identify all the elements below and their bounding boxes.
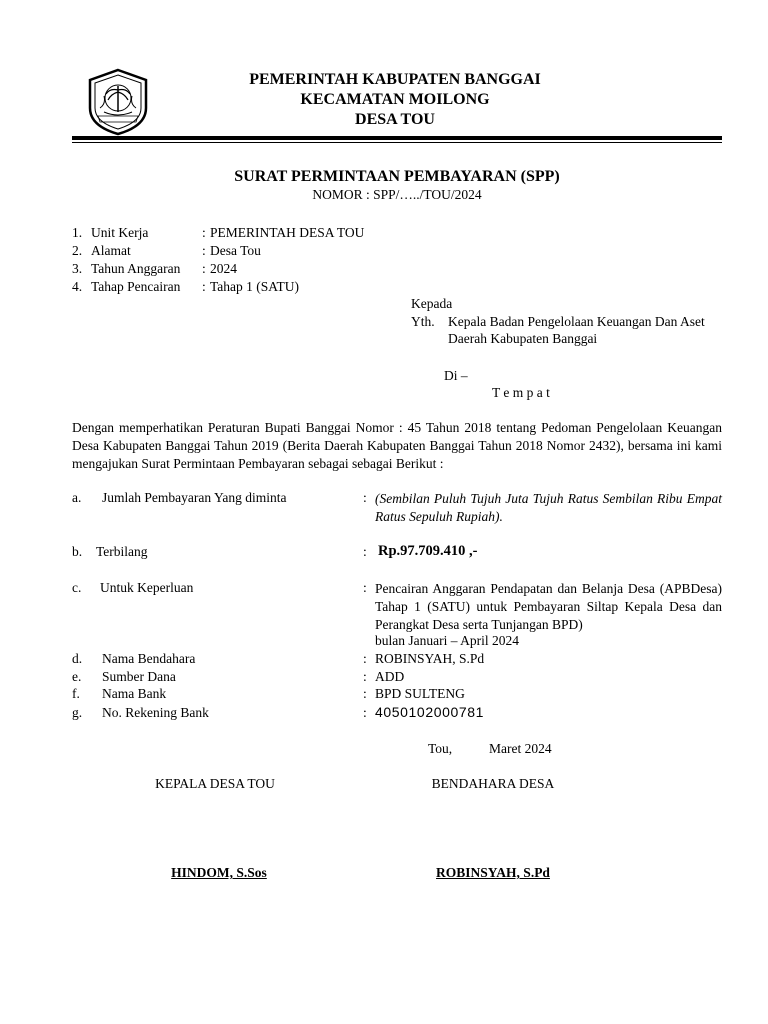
detail-letter: a.	[72, 490, 82, 505]
info-value: 2024	[210, 261, 237, 276]
date-month: Maret 2024	[489, 741, 552, 756]
header-rule-thick	[72, 136, 722, 140]
info-value: Tahap 1 (SATU)	[210, 279, 300, 294]
info-num: 1.	[72, 225, 83, 240]
detail-letter: d.	[72, 651, 83, 666]
info-colon: :	[202, 243, 206, 258]
info-label: Tahap Pencairan	[91, 279, 181, 294]
detail-label-bank: Nama Bank	[102, 686, 167, 701]
info-num: 3.	[72, 261, 83, 276]
detail-letter: f.	[72, 686, 80, 701]
signature-right-title: BENDAHARA DESA	[431, 776, 555, 791]
detail-colon: :	[363, 669, 367, 684]
detail-colon: :	[363, 651, 367, 666]
detail-colon: :	[363, 580, 367, 595]
regency-emblem-logo	[84, 68, 152, 136]
info-num: 4.	[72, 279, 83, 294]
detail-colon: :	[363, 705, 367, 720]
recipient-yth: Yth.	[411, 314, 435, 329]
detail-label-purpose: Untuk Keperluan	[100, 580, 194, 595]
recipient-di: Di –	[444, 368, 468, 383]
recipient-line2: Daerah Kabupaten Banggai	[448, 331, 598, 346]
body-paragraph: Dengan memperhatikan Peraturan Bupati Banggai Nomor : 45 Tahun 2018 tentang Pedoman Pengelolaan Keuangan Desa Kabupaten Banggai Tahun 2019 (Berita Daerah Kabupaten Banggai Tahun 2018 Nomor 2432), bersama ini kami mengajukan Surat Permintaan Pembayaran sebagai sebagai Berikut :	[72, 420, 722, 471]
info-label: Unit Kerja	[91, 225, 149, 240]
info-colon: :	[202, 225, 206, 240]
detail-letter: c.	[72, 580, 82, 595]
detail-letter: e.	[72, 669, 82, 684]
info-colon: :	[202, 261, 206, 276]
detail-value-treasurer: ROBINSYAH, S.Pd	[375, 651, 485, 666]
info-label: Alamat	[91, 243, 131, 258]
date-place: Tou,	[428, 741, 453, 756]
detail-colon: :	[363, 490, 367, 505]
detail-letter: g.	[72, 705, 83, 720]
detail-value-amount-words: (Sembilan Puluh Tujuh Juta Tujuh Ratus Sembilan Ribu Empat Ratus Sepuluh Rupiah).	[375, 491, 722, 524]
header-rule-thin	[72, 142, 722, 143]
info-value: Desa Tou	[210, 243, 261, 258]
detail-label-treasurer: Nama Bendahara	[102, 651, 196, 666]
document-title: SURAT PERMINTAAN PEMBAYARAN (SPP)	[234, 168, 560, 185]
detail-value-account-number: 4050102000781	[375, 704, 485, 720]
signature-left-name: HINDOM, S.Sos	[171, 865, 267, 880]
detail-label-amount: Jumlah Pembayaran Yang diminta	[102, 490, 287, 505]
signature-right-name: ROBINSYAH, S.Pd	[436, 865, 550, 880]
info-colon: :	[202, 279, 206, 294]
detail-value-bank: BPD SULTENG	[375, 686, 465, 701]
detail-value-fund-source: ADD	[375, 669, 405, 684]
detail-label-terbilang: Terbilang	[96, 544, 148, 559]
signature-left-title: KEPALA DESA TOU	[155, 776, 275, 791]
recipient-tempat: T e m p a t	[492, 385, 550, 400]
header-government: PEMERINTAH KABUPATEN BANGGAI	[249, 71, 541, 88]
document-number: NOMOR : SPP/…../TOU/2024	[312, 187, 482, 202]
detail-value-purpose: Pencairan Anggaran Pendapatan dan Belanja Desa (APBDesa) Tahap 1 (SATU) untuk Pembayaran Siltap Kepala Desa dan Perangkat Desa serta Tunjangan BPD)	[375, 581, 722, 632]
recipient-line1: Kepala Badan Pengelolaan Keuangan Dan Aset	[448, 314, 705, 329]
info-value: PEMERINTAH DESA TOU	[210, 225, 365, 240]
info-num: 2.	[72, 243, 83, 258]
detail-colon: :	[363, 686, 367, 701]
header-village: DESA TOU	[355, 111, 435, 128]
header-district: KECAMATAN MOILONG	[300, 91, 490, 108]
detail-label-fund-source: Sumber Dana	[102, 669, 176, 684]
detail-letter: b.	[72, 544, 83, 559]
recipient-kepada: Kepada	[411, 296, 453, 311]
detail-value-amount: Rp.97.709.410 ,-	[378, 543, 478, 559]
info-label: Tahun Anggaran	[91, 261, 181, 276]
detail-value-purpose-period: bulan Januari – April 2024	[375, 633, 519, 648]
detail-colon: :	[363, 544, 367, 559]
detail-label-account: No. Rekening Bank	[102, 705, 209, 720]
